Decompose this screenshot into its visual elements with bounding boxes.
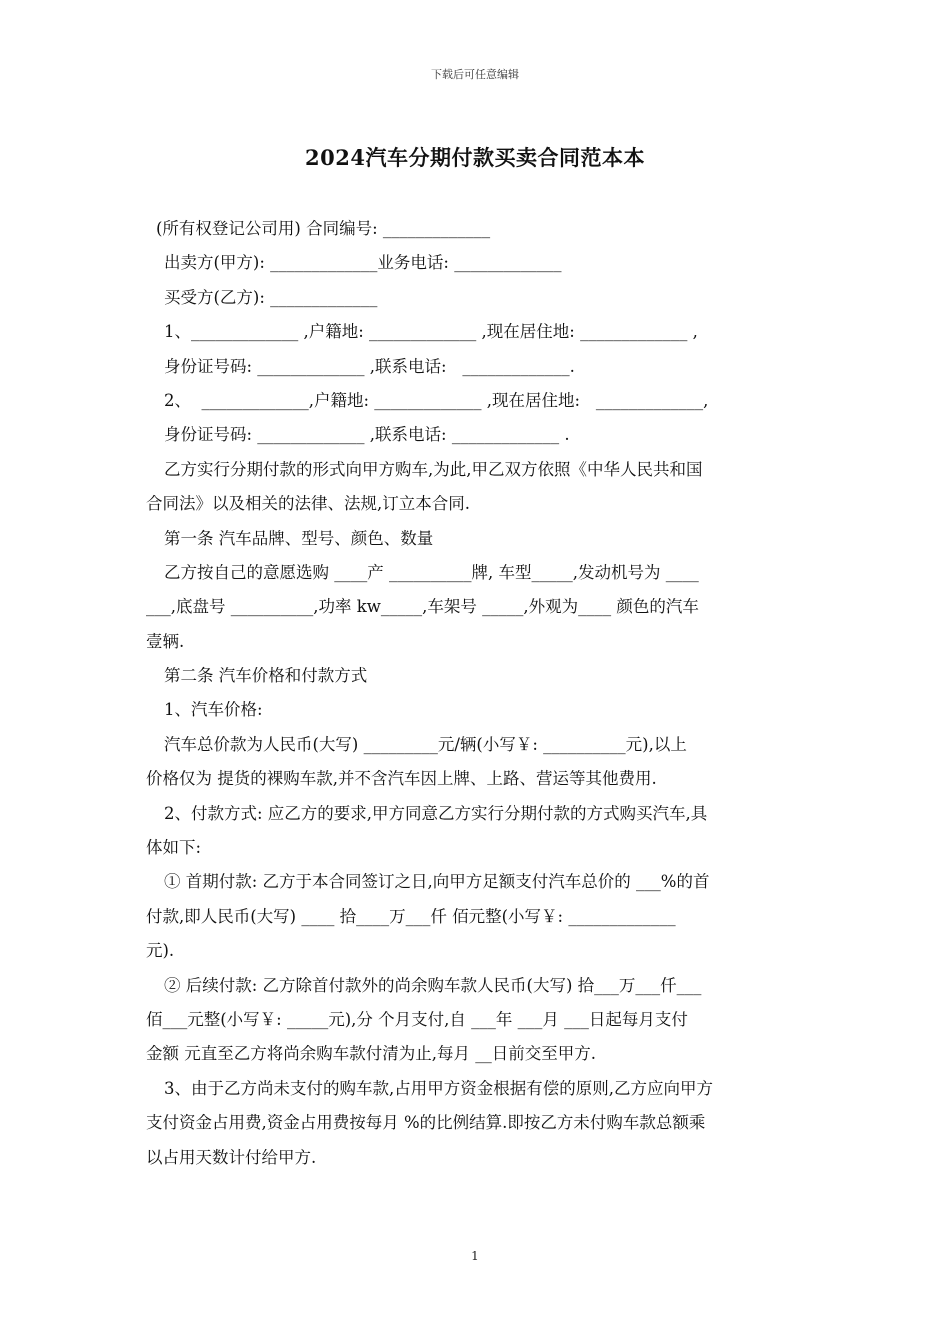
paragraph-line: 佰___元整(小写￥: _____元),分 个月支付,自 ___年 ___月 ___日起每月支付 [146, 1009, 688, 1029]
paragraph-line: 合同法》以及相关的法律、法规,订立本合同. [146, 494, 470, 514]
paragraph-line: 金额 元直至乙方将尚余购车款付清为止,每月 __日前交至甲方. [146, 1044, 596, 1064]
paragraph-line: 支付资金占用费,资金占用费按每月 %的比例结算.即按乙方未付购车款总额乘 [146, 1113, 706, 1133]
paragraph-line: 3、由于乙方尚未支付的购车款,占用甲方资金根据有偿的原则,乙方应向甲方 [164, 1078, 713, 1098]
buyer-1-id-line: 身份证号码: _____________ ,联系电话: _____________. [164, 356, 575, 376]
paragraph-line: 壹辆. [146, 631, 185, 651]
article-2-heading: 第二条 汽车价格和付款方式 [164, 666, 368, 686]
contract-number-line: (所有权登记公司用) 合同编号: _____________ [156, 219, 491, 238]
paragraph-line: ② 后续付款: 乙方除首付款外的尚余购车款人民币(大写) 拾___万___仟___ [164, 975, 702, 995]
section-heading: 1、汽车价格: [164, 700, 263, 720]
paragraph-line: 以占用天数计付给甲方. [146, 1147, 317, 1167]
paragraph-line: 价格仅为 提货的裸购车款,并不含汽车因上牌、上路、营运等其他费用. [146, 769, 657, 789]
paragraph-line: 付款,即人民币(大写) ____ 拾____万___仟 佰元整(小写￥: _____________ [146, 906, 676, 926]
paragraph-line: 乙方实行分期付款的形式向甲方购车,为此,甲乙双方依照《中华人民共和国 [164, 459, 703, 479]
buyer-1-line: 1、_____________ ,户籍地: _____________ ,现在居住地: _____________ , [164, 322, 698, 342]
header-note: 下载后可任意编辑 [431, 68, 519, 81]
page-number: 1 [471, 1249, 479, 1263]
paragraph-line: 乙方按自己的意愿选购 ____产 __________牌, 车型_____,发动机号为 ____ [164, 562, 699, 582]
paragraph-line: 2、付款方式: 应乙方的要求,甲方同意乙方实行分期付款的方式购买汽车,具 [164, 803, 708, 823]
paragraph-line: ___,底盘号 __________,功率 kw_____,车架号 _____,外观为____ 颜色的汽车 [146, 597, 699, 617]
article-1-heading: 第一条 汽车品牌、型号、颜色、数量 [164, 528, 434, 548]
paragraph-line: ① 首期付款: 乙方于本合同签订之日,向甲方足额支付汽车总价的 ___%的首 [164, 872, 710, 892]
paragraph-line: 元). [146, 941, 175, 961]
paragraph-line: 汽车总价款为人民币(大写) _________元/辆(小写￥: __________元),以上 [164, 734, 687, 754]
contract-body [146, 212, 811, 1175]
document-title: 2024汽车分期付款买卖合同范本本 [305, 145, 645, 170]
buyer-line: 买受方(乙方): _____________ [164, 287, 378, 307]
buyer-2-id-line: 身份证号码: _____________ ,联系电话: _____________ . [164, 425, 570, 445]
seller-line: 出卖方(甲方): _____________业务电话: _____________ [164, 253, 562, 273]
paragraph-line: 体如下: [146, 838, 202, 858]
buyer-2-line: 2、 _____________,户籍地: _____________ ,现在居住地: _____________, [164, 390, 709, 410]
